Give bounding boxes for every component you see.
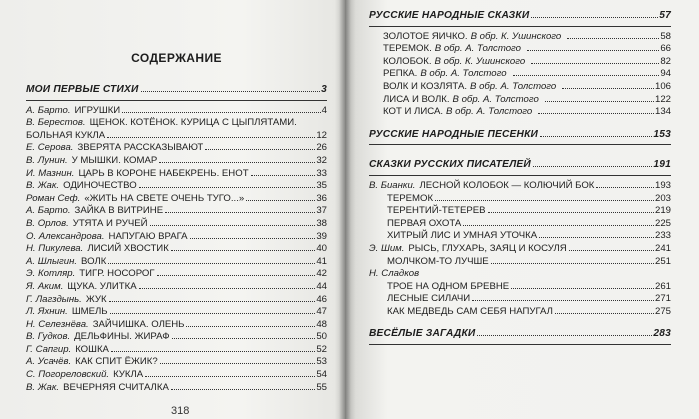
left-entry-list: [26, 105, 327, 395]
entry-title: ДЕЛЬФИНЫ. ЖИРАФ: [74, 331, 170, 343]
section-page: 153: [653, 128, 671, 140]
leader-dots: [527, 50, 659, 51]
entry-note: В обр. К. Ушинского: [434, 55, 526, 67]
entry-title: ТИГР. НОСОРОГ: [79, 268, 155, 280]
entry-page: 52: [316, 343, 327, 355]
entry-author: О. Александрова.: [26, 230, 105, 242]
entry-author: Я. Аким.: [26, 280, 64, 292]
section-page: 3: [321, 84, 327, 95]
entry-title: КАК СПИТ ЁЖИК?: [75, 356, 158, 368]
entry-text: [26, 369, 143, 382]
toc-section[interactable]: [369, 129, 671, 142]
entry-author: Н. Сладков: [369, 268, 420, 280]
entry-page: 271: [654, 293, 671, 305]
right-page: [345, 0, 699, 419]
entry-title: ЛЕСНОЙ КОЛОБОК — КОЛЮЧИЙ БОК: [419, 179, 595, 191]
entry-text: [383, 56, 529, 69]
section-rule: [369, 344, 671, 345]
section-page: 57: [659, 10, 671, 21]
entry-text: [26, 382, 169, 395]
leader-dots: [171, 389, 315, 390]
entry-title: ЛИСИЙ ХВОСТИК: [87, 243, 169, 255]
toc-entry[interactable]: [369, 56, 671, 69]
entry-title: ВОЛК И КОЗЛЯТА.: [383, 80, 468, 92]
leader-dots: [472, 300, 654, 301]
toc-entry[interactable]: [26, 155, 327, 168]
toc-entry[interactable]: [26, 142, 327, 155]
entry-title: ЗВЕРЯТА РАССКАЗЫВАЮТ: [77, 142, 204, 154]
entry-note: В обр. А. Толстого: [420, 68, 507, 80]
entry-text: [26, 142, 203, 155]
entry-author: Э. Шим.: [369, 242, 405, 254]
leader-dots: [251, 175, 316, 176]
toc-entry[interactable]: [26, 369, 327, 382]
toc-entry[interactable]: [26, 180, 327, 193]
toc-entry[interactable]: [369, 256, 671, 269]
entry-text: [387, 256, 489, 269]
leader-dots: [157, 275, 316, 276]
entry-page: 233: [654, 230, 671, 242]
entry-title: НАПУГАЮ ВРАГА: [108, 230, 188, 242]
entry-page: 38: [316, 217, 327, 229]
entry-author: С. Погореловский.: [26, 369, 110, 381]
toc-entry[interactable]: [369, 306, 671, 319]
entry-text: [387, 205, 486, 218]
entry-page: 58: [660, 30, 671, 42]
entry-title: КАК МЕДВЕДЬ САМ СЕБЯ НАПУГАЛ: [387, 305, 553, 317]
entry-title: ЦАРЬ В КОРОНЕ НАБЕКРЕНЬ. ЕНОТ: [78, 167, 249, 179]
toc-entry[interactable]: [369, 81, 671, 94]
section-gap: [369, 318, 671, 328]
entry-page: 33: [316, 167, 327, 179]
entry-author: Н. Пикулева.: [26, 243, 84, 255]
entry-text: [26, 281, 137, 294]
toc-entry[interactable]: [369, 230, 671, 243]
entry-text: [26, 218, 148, 231]
entry-title: ТЕРЕНТИЙ-ТЕТЕРЕВ: [387, 205, 486, 217]
entry-text: [383, 81, 560, 94]
toc-entry[interactable]: [26, 193, 327, 206]
entry-author: И. Мазнин.: [26, 167, 75, 179]
entry-page: 48: [316, 318, 327, 330]
leader-dots: [463, 225, 654, 226]
entry-title: ЩУКА. УЛИТКА: [67, 280, 137, 292]
entry-text: [26, 306, 108, 319]
entry-title: ЩЕНОК. КОТЁНОК. КУРИЦА С ЦЫПЛЯТАМИ.: [89, 117, 297, 129]
entry-page: 39: [316, 230, 327, 242]
entry-title: КОЛОБОК.: [383, 55, 432, 67]
leader-dots: [110, 313, 316, 314]
toc-entry[interactable]: [26, 356, 327, 369]
entry-page: 40: [316, 243, 327, 255]
section-my-first-poems[interactable]: [26, 84, 327, 97]
section-title: РУССКИЕ НАРОДНЫЕ СКАЗКИ: [369, 10, 530, 21]
toc-entry[interactable]: [369, 106, 671, 119]
entry-title: ПЕРВАЯ ОХОТА: [387, 217, 462, 229]
section-title: СКАЗКИ РУССКИХ ПИСАТЕЛЕЙ: [369, 159, 531, 171]
entry-author: А. Барто.: [26, 104, 71, 116]
leader-dots: [533, 166, 652, 167]
entry-title: КОТ И ЛИСА.: [383, 106, 444, 118]
toc-entry[interactable]: [369, 281, 671, 294]
entry-text: [26, 180, 137, 193]
entry-text: [26, 155, 157, 168]
entry-text: [26, 256, 106, 269]
entry-text: [369, 268, 423, 281]
leader-dots: [139, 187, 316, 188]
leader-dots: [171, 250, 316, 251]
entry-text: [383, 43, 525, 56]
section-page: 283: [653, 328, 671, 340]
entry-author: В. Орлов.: [26, 217, 69, 229]
entry-title: ВОЛК: [81, 255, 107, 267]
entry-text: [383, 31, 565, 44]
entry-page: 46: [316, 293, 327, 305]
toc-entry[interactable]: [369, 243, 671, 256]
leader-dots: [531, 17, 658, 18]
leader-dots: [145, 376, 315, 377]
entry-page: 26: [316, 142, 327, 154]
entry-title: КОШКА: [75, 343, 109, 355]
toc-entry[interactable]: [26, 205, 327, 218]
entry-page: 219: [654, 205, 671, 217]
entry-text: [387, 281, 509, 294]
entry-author: Э. Котляр.: [26, 268, 76, 280]
book-gutter: [339, 0, 351, 419]
entry-title: ТЕРЕМОК.: [383, 43, 432, 55]
entry-text: [26, 193, 244, 206]
toc-entry[interactable]: [26, 281, 327, 294]
toc-entry[interactable]: [369, 268, 671, 281]
entry-title: ЗАЙКА В ВИТРИНЕ: [74, 205, 164, 217]
entry-page: 50: [316, 331, 327, 343]
leader-dots: [477, 335, 652, 336]
entry-author: В. Гудков.: [26, 331, 71, 343]
entry-title: У МЫШКИ. КОМАР: [71, 154, 158, 166]
entry-title: ХИТРЫЙ ЛИС И УМНАЯ УТОЧКА: [387, 230, 538, 242]
entry-title: БОЛЬНАЯ КУКЛА: [26, 129, 106, 141]
toc-entry[interactable]: [26, 306, 327, 319]
entry-page: 241: [654, 242, 671, 254]
entry-page: 53: [316, 356, 327, 368]
entry-text: [26, 168, 249, 181]
toc-section[interactable]: [369, 159, 671, 172]
entry-title: РЫСЬ, ГЛУХАРЬ, ЗАЯЦ И КОСУЛЯ: [408, 242, 567, 254]
entry-text: [26, 319, 184, 332]
entry-text: [26, 331, 170, 344]
toc-entry[interactable]: [26, 344, 327, 357]
leader-dots: [488, 212, 654, 213]
entry-author: А. Барто.: [26, 205, 71, 217]
left-page: [0, 0, 345, 419]
leader-dots: [141, 91, 321, 92]
entry-author: А. Усачёв.: [26, 356, 72, 368]
entry-title: РЕПКА.: [383, 68, 418, 80]
toc-entry[interactable]: [369, 68, 671, 81]
entry-author: Г. Лагздынь.: [26, 293, 82, 305]
entry-page: 12: [316, 129, 327, 141]
leader-dots: [555, 313, 654, 314]
entry-text: [26, 231, 188, 244]
entry-text: [26, 294, 107, 307]
toc-section[interactable]: [369, 328, 671, 341]
leader-dots: [109, 301, 316, 302]
entry-text: [26, 130, 105, 143]
section-gap: [369, 149, 671, 159]
leader-dots: [186, 326, 315, 327]
entry-text: [383, 94, 543, 107]
entry-title: ЖУК: [85, 293, 107, 305]
entry-text: [387, 306, 553, 319]
entry-title: МОЛЧКОМ-ТО ЛУЧШЕ: [387, 255, 489, 267]
entry-note: В обр. А. Толстого: [446, 106, 533, 118]
toc-entry[interactable]: [26, 331, 327, 344]
toc-entry[interactable]: [26, 294, 327, 307]
leader-dots: [165, 212, 315, 213]
leader-dots: [513, 75, 660, 76]
entry-title: ЗАЙЧИШКА. ОЛЕНЬ: [92, 318, 185, 330]
leader-dots: [539, 237, 654, 238]
toc-entry[interactable]: [26, 168, 327, 181]
leader-dots: [567, 38, 659, 39]
entry-page: 134: [654, 106, 671, 118]
toc-entry[interactable]: [369, 31, 671, 44]
leader-dots: [190, 238, 316, 239]
section-rule: [369, 144, 671, 145]
entry-text: [387, 218, 461, 231]
entry-title: ТРОЕ НА ОДНОМ БРЕВНЕ: [387, 280, 510, 292]
entry-note: В обр. А. Толстого: [470, 80, 557, 92]
entry-title: ШМЕЛЬ: [71, 306, 108, 318]
entry-text: [26, 356, 158, 369]
leader-dots: [491, 263, 654, 264]
entry-author: В. Лунин.: [26, 154, 68, 166]
toc-section[interactable]: [369, 10, 671, 23]
leader-dots: [159, 162, 315, 163]
entry-title: УТЯТА И РУЧЕЙ: [72, 217, 148, 229]
leader-dots: [160, 363, 316, 364]
entry-page: 4: [321, 104, 327, 116]
leader-dots: [562, 88, 654, 89]
leader-dots: [111, 351, 315, 352]
entry-page: 55: [316, 381, 327, 393]
toc-entry[interactable]: [26, 268, 327, 281]
toc-entry[interactable]: [26, 105, 327, 118]
entry-page: 225: [654, 217, 671, 229]
toc-entry[interactable]: [369, 94, 671, 107]
entry-author: Роман Сеф.: [26, 192, 81, 204]
entry-title: ЗОЛОТОЕ ЯИЧКО.: [383, 30, 468, 42]
entry-page: 32: [316, 154, 327, 166]
entry-author: Г. Сапгир.: [26, 343, 72, 355]
leader-dots: [205, 149, 315, 150]
leader-dots: [569, 250, 654, 251]
entry-text: [383, 68, 511, 81]
entry-text: [26, 205, 163, 218]
entry-page: 42: [316, 268, 327, 280]
entry-title: ТЕРЕМОК: [387, 192, 434, 204]
entry-author: В. Жак.: [26, 381, 60, 393]
entry-page: 36: [316, 192, 327, 204]
entry-title: ЛИСА И ВОЛК.: [383, 93, 450, 105]
toc-entry[interactable]: [369, 180, 671, 193]
entry-note: В обр. А. Толстого: [434, 43, 522, 55]
leader-dots: [107, 137, 315, 138]
entry-title: ЛЕСНЫЕ СИЛАЧИ: [387, 293, 471, 305]
entry-page: 106: [654, 80, 671, 92]
toc-entry[interactable]: [26, 231, 327, 244]
leader-dots: [435, 200, 654, 201]
leader-dots: [511, 288, 654, 289]
leader-dots: [172, 338, 316, 339]
section-rule: [369, 175, 671, 176]
entry-title: ВЕЧЕРНЯЯ СЧИТАЛКА: [63, 381, 169, 393]
toc-entry[interactable]: [26, 319, 327, 332]
section-title: ВЕСЁЛЫЕ ЗАГАДКИ: [369, 328, 476, 340]
entry-text: [369, 180, 594, 193]
leader-dots: [150, 225, 316, 226]
leader-dots: [139, 288, 316, 289]
toc-entry[interactable]: [369, 43, 671, 56]
entry-note: В обр. А. Толстого: [452, 93, 539, 105]
toc-entry[interactable]: [26, 130, 327, 143]
toc-entry[interactable]: [369, 193, 671, 206]
entry-page: 35: [316, 180, 327, 192]
section-gap: [369, 119, 671, 129]
leader-dots: [538, 113, 654, 114]
toc-entry[interactable]: [369, 205, 671, 218]
entry-author: В. Жак.: [26, 180, 60, 192]
entry-author: Е. Серова.: [26, 142, 74, 154]
entry-title: «ЖИТЬ НА СВЕТЕ ОЧЕНЬ ТУГО...»: [84, 192, 245, 204]
entry-text: [26, 344, 109, 357]
entry-page: 203: [654, 192, 671, 204]
toc-entry[interactable]: [26, 243, 327, 256]
entry-author: Л. Яхнин.: [26, 306, 68, 318]
entry-page: 261: [654, 280, 671, 292]
entry-title: ОДИНОЧЕСТВО: [63, 180, 137, 192]
entry-text: [383, 106, 536, 119]
entry-author: Н. Селезнёва.: [26, 318, 89, 330]
leader-dots: [246, 200, 315, 201]
section-title: РУССКИЕ НАРОДНЫЕ ПЕСЕНКИ: [369, 128, 539, 140]
leader-dots: [122, 112, 320, 113]
entry-page: 275: [654, 305, 671, 317]
entry-page: 41: [316, 255, 327, 267]
entry-page: 54: [316, 369, 327, 381]
section-rule: [26, 100, 327, 101]
toc-entry[interactable]: [369, 218, 671, 231]
entry-page: 94: [660, 68, 671, 80]
entry-author: А. Шлыгин.: [26, 255, 78, 267]
entry-text: [26, 243, 169, 256]
leader-dots: [596, 187, 654, 188]
entry-page: 44: [316, 280, 327, 292]
entry-text: [387, 193, 433, 206]
page-number: 318: [171, 405, 190, 417]
toc-entry[interactable]: [26, 382, 327, 395]
entry-page: 122: [654, 93, 671, 105]
toc-entry[interactable]: [369, 293, 671, 306]
toc-entry[interactable]: [26, 117, 327, 130]
leader-dots: [540, 136, 652, 137]
entry-page: 66: [660, 43, 671, 55]
entry-page: 82: [660, 55, 671, 67]
entry-page: 47: [316, 306, 327, 318]
entry-author: В. Берестов.: [26, 117, 86, 129]
entry-page: 37: [316, 205, 327, 217]
entry-text: [369, 243, 567, 256]
section-rule: [369, 26, 671, 27]
toc-entry[interactable]: [26, 218, 327, 231]
toc-left: [26, 84, 327, 394]
leader-dots: [108, 263, 315, 264]
entry-text: [387, 293, 470, 306]
entry-note: В обр. К. Ушинского: [470, 30, 562, 42]
entry-text: [26, 268, 155, 281]
leader-dots: [531, 63, 659, 64]
entry-title: КУКЛА: [113, 369, 144, 381]
leader-dots: [545, 101, 654, 102]
entry-title: ИГРУШКИ: [74, 104, 121, 116]
section-title: МОИ ПЕРВЫЕ СТИХИ: [26, 84, 139, 95]
section-page: 191: [653, 159, 671, 171]
entry-text: [387, 230, 537, 243]
toc-right: [369, 10, 671, 349]
toc-title: СОДЕРЖАНИЕ: [131, 51, 222, 65]
entry-text: [26, 117, 297, 130]
entry-text: [26, 105, 120, 118]
entry-page: 251: [654, 255, 671, 267]
entry-author: В. Бианки.: [369, 179, 416, 191]
entry-page: 193: [654, 179, 671, 191]
toc-entry[interactable]: [26, 256, 327, 269]
